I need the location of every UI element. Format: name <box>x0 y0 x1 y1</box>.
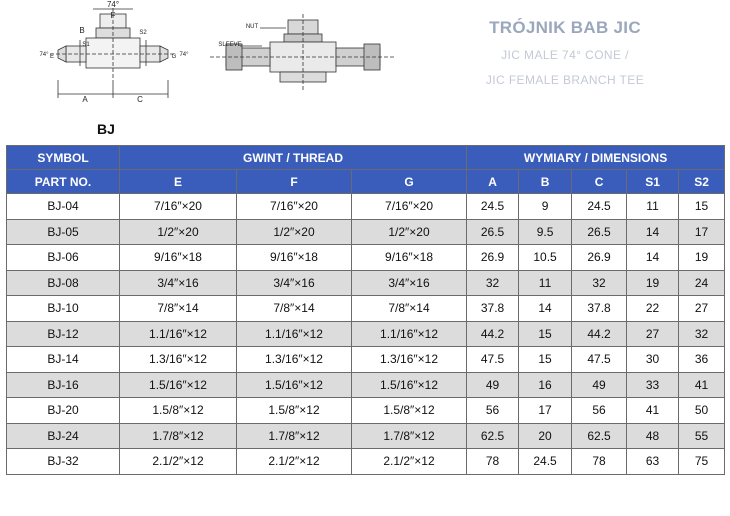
table-cell: 19 <box>627 270 679 296</box>
table-row <box>7 194 725 220</box>
table-cell: 9/16″×18 <box>237 245 352 271</box>
column-header: PART NO. <box>7 170 120 194</box>
table-cell: 50 <box>679 398 725 424</box>
table-cell: 62.5 <box>467 423 519 449</box>
table-cell: 1.5/8″×12 <box>120 398 237 424</box>
table-row <box>7 296 725 322</box>
table-cell: 1.5/8″×12 <box>237 398 352 424</box>
part-number-cell: BJ-10 <box>7 296 120 322</box>
table-cell: 1.7/8″×12 <box>120 423 237 449</box>
table-cell: 7/16″×20 <box>352 194 467 220</box>
page-subtitle-line1: JIC MALE 74° CONE / <box>501 48 629 62</box>
table-cell: 78 <box>467 449 519 475</box>
spec-table <box>6 145 725 475</box>
table-cell: 2.1/2″×12 <box>237 449 352 475</box>
table-cell: 7/8″×14 <box>237 296 352 322</box>
tee-dimension-drawing <box>50 8 176 98</box>
table-cell: 17 <box>519 398 572 424</box>
table-cell: 24 <box>679 270 725 296</box>
column-header: S1 <box>627 170 679 194</box>
series-label: BJ <box>97 121 115 137</box>
table-cell: 1.3/16″×12 <box>237 347 352 373</box>
table-cell: 17 <box>679 219 725 245</box>
column-header: F <box>237 170 352 194</box>
table-cell: 56 <box>572 398 627 424</box>
group-header-row <box>7 146 725 170</box>
letter-e-label: E <box>49 54 55 60</box>
part-number-cell: BJ-20 <box>7 398 120 424</box>
table-cell: 15 <box>519 321 572 347</box>
table-cell: 1/2″×20 <box>120 219 237 245</box>
table-cell: 44.2 <box>467 321 519 347</box>
column-header: C <box>572 170 627 194</box>
letter-g-label: G <box>171 54 177 60</box>
table-cell: 32 <box>679 321 725 347</box>
table-cell: 7/16″×20 <box>237 194 352 220</box>
table-cell: 36 <box>679 347 725 373</box>
table-cell: 24.5 <box>519 449 572 475</box>
table-cell: 62.5 <box>572 423 627 449</box>
table-cell: 47.5 <box>572 347 627 373</box>
table-cell: 27 <box>627 321 679 347</box>
label-c: C <box>137 95 143 104</box>
table-cell: 1.1/16″×12 <box>237 321 352 347</box>
part-number-cell: BJ-24 <box>7 423 120 449</box>
table-cell: 3/4″×16 <box>237 270 352 296</box>
table-cell: 14 <box>627 219 679 245</box>
label-s1: S1 <box>82 42 90 48</box>
table-cell: 7/8″×14 <box>120 296 237 322</box>
letter-b-label: B <box>79 26 85 35</box>
table-cell: 9.5 <box>519 219 572 245</box>
column-header: E <box>120 170 237 194</box>
table-cell: 37.8 <box>572 296 627 322</box>
fitting-drawings <box>30 0 410 110</box>
part-number-cell: BJ-12 <box>7 321 120 347</box>
table-cell: 41 <box>679 372 725 398</box>
table-cell: 32 <box>467 270 519 296</box>
table-cell: 2.1/2″×12 <box>120 449 237 475</box>
table-cell: 63 <box>627 449 679 475</box>
table-cell: 19 <box>679 245 725 271</box>
label-nut: NUT <box>245 24 259 30</box>
table-cell: 1.5/8″×12 <box>352 398 467 424</box>
table-cell: 15 <box>519 347 572 373</box>
table-cell: 26.9 <box>467 245 519 271</box>
table-cell: 24.5 <box>467 194 519 220</box>
table-cell: 47.5 <box>467 347 519 373</box>
part-number-cell: BJ-04 <box>7 194 120 220</box>
title-block <box>440 18 690 87</box>
table-cell: 3/4″×16 <box>352 270 467 296</box>
table-cell: 1.3/16″×12 <box>352 347 467 373</box>
table-cell: 48 <box>627 423 679 449</box>
table-cell: 3/4″×16 <box>120 270 237 296</box>
table-cell: 26.5 <box>572 219 627 245</box>
table-cell: 55 <box>679 423 725 449</box>
tee-assembly-drawing <box>210 14 396 90</box>
symbol-header: SYMBOL <box>7 146 120 170</box>
table-cell: 10.5 <box>519 245 572 271</box>
angle-left-label: 74° <box>39 52 49 58</box>
table-cell: 9 <box>519 194 572 220</box>
table-row <box>7 398 725 424</box>
column-header: B <box>519 170 572 194</box>
table-cell: 26.9 <box>572 245 627 271</box>
table-cell: 7/16″×20 <box>120 194 237 220</box>
table-cell: 1/2″×20 <box>237 219 352 245</box>
table-cell: 1.1/16″×12 <box>352 321 467 347</box>
column-header: S2 <box>679 170 725 194</box>
table-cell: 20 <box>519 423 572 449</box>
table-cell: 11 <box>519 270 572 296</box>
table-cell: 7/8″×14 <box>352 296 467 322</box>
table-cell: 15 <box>679 194 725 220</box>
table-cell: 56 <box>467 398 519 424</box>
table-cell: 9/16″×18 <box>120 245 237 271</box>
part-number-cell: BJ-16 <box>7 372 120 398</box>
table-cell: 37.8 <box>467 296 519 322</box>
table-cell: 33 <box>627 372 679 398</box>
table-row <box>7 423 725 449</box>
page-title: TRÓJNIK BAB JIC <box>489 18 641 37</box>
table-row <box>7 245 725 271</box>
table-cell: 32 <box>572 270 627 296</box>
table-row <box>7 270 725 296</box>
angle-top-label: 74° <box>106 0 120 9</box>
table-cell: 44.2 <box>572 321 627 347</box>
table-cell: 1.7/8″×12 <box>352 423 467 449</box>
table-body <box>7 194 725 475</box>
table-row <box>7 347 725 373</box>
column-header-row <box>7 170 725 194</box>
part-number-cell: BJ-06 <box>7 245 120 271</box>
column-header: G <box>352 170 467 194</box>
part-number-cell: BJ-14 <box>7 347 120 373</box>
table-cell: 22 <box>627 296 679 322</box>
label-s2: S2 <box>139 30 147 36</box>
angle-right-label: 74° <box>179 52 189 58</box>
table-row <box>7 321 725 347</box>
table-row <box>7 219 725 245</box>
table-cell: 1.3/16″×12 <box>120 347 237 373</box>
table-cell: 16 <box>519 372 572 398</box>
table-cell: 14 <box>627 245 679 271</box>
table-cell: 1.5/16″×12 <box>120 372 237 398</box>
table-cell: 9/16″×18 <box>352 245 467 271</box>
table-row <box>7 372 725 398</box>
table-cell: 1.5/16″×12 <box>352 372 467 398</box>
part-number-cell: BJ-08 <box>7 270 120 296</box>
part-number-cell: BJ-05 <box>7 219 120 245</box>
table-cell: 78 <box>572 449 627 475</box>
table-cell: 14 <box>519 296 572 322</box>
table-cell: 49 <box>572 372 627 398</box>
column-header: A <box>467 170 519 194</box>
thread-header: GWINT / THREAD <box>120 146 467 170</box>
table-cell: 24.5 <box>572 194 627 220</box>
table-cell: 26.5 <box>467 219 519 245</box>
label-sleeve: SLEEVE <box>218 42 242 48</box>
table-cell: 1.7/8″×12 <box>237 423 352 449</box>
table-cell: 49 <box>467 372 519 398</box>
page-subtitle-line2: JIC FEMALE BRANCH TEE <box>485 73 645 87</box>
dimensions-header: WYMIARY / DIMENSIONS <box>467 146 725 170</box>
table-cell: 2.1/2″×12 <box>352 449 467 475</box>
label-a: A <box>82 95 88 104</box>
table-cell: 1/2″×20 <box>352 219 467 245</box>
table-cell: 27 <box>679 296 725 322</box>
table-cell: 1.5/16″×12 <box>237 372 352 398</box>
letter-f-label: F <box>110 11 116 20</box>
table-cell: 75 <box>679 449 725 475</box>
table-row <box>7 449 725 475</box>
part-number-cell: BJ-32 <box>7 449 120 475</box>
table-cell: 11 <box>627 194 679 220</box>
table-cell: 41 <box>627 398 679 424</box>
table-cell: 1.1/16″×12 <box>120 321 237 347</box>
table-cell: 30 <box>627 347 679 373</box>
